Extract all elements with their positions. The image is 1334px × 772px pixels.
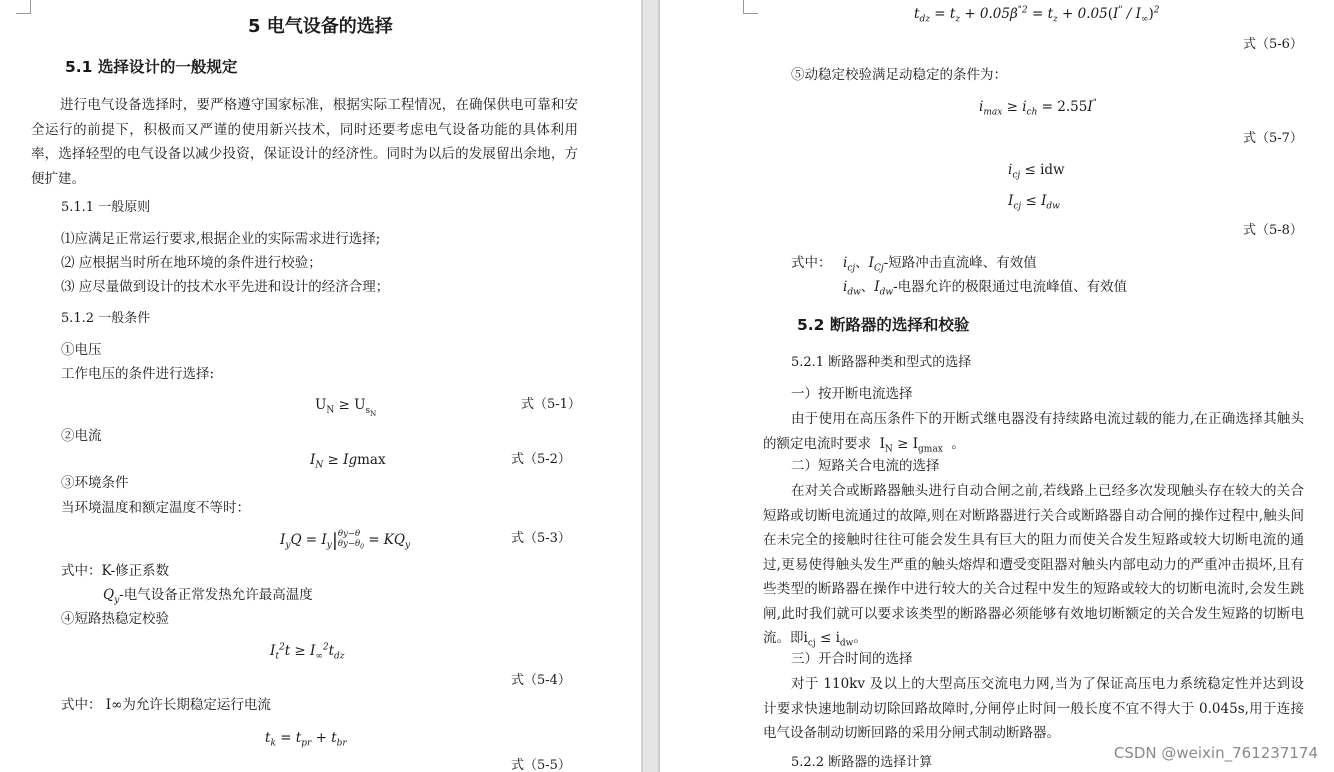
section-5-1-heading: 5.1 选择设计的一般规定 bbox=[65, 58, 238, 76]
equation-label: 式（5-5） bbox=[511, 758, 571, 772]
equation-5-4: $I_t^2t \ge I_\infty^2t_{dz}$ bbox=[270, 642, 345, 662]
principle-item: ⑵ 应根据当时所在地环境的条件进行校验； bbox=[61, 255, 322, 271]
subsection-5-1-2-heading: 5.1.2 一般条件 bbox=[61, 311, 151, 326]
subsection-5-2-1-heading: 5.2.1 断路器种类和型式的选择 bbox=[791, 355, 972, 370]
equation-5-2: $I_N \ge Igmax$ bbox=[310, 452, 386, 471]
equation-5-8-line1: $i_{cj}$ ≤ idw bbox=[1008, 162, 1065, 181]
intro-paragraph: 进行电气设备选择时，要严格遵守国家标准，根据实际工程情况，在确保供电可靠和安全运行的前提下，积极而又严谨的使用新兴技术，同时还要考虑电气设备功能的具体利用率，选择轻型的电气设备以减少投资，保证设计的经济性。同时为以后的发展留出余地，方便扩建。 bbox=[31, 97, 578, 187]
item1-paragraph: 由于使用在高压条件下的开断式继电器没有持续路电流过载的能力,在正确选择其触头的额定电流时要求 $I_N \ge I_{gmax}$ 。 bbox=[763, 411, 1304, 455]
equation-5-7: $i_{max} \ge i_{ch} = 2.55I^"$ bbox=[979, 98, 1097, 118]
dynamic-stability-heading: ⑤动稳定校验满足动稳定的条件为： bbox=[791, 67, 1007, 83]
equation-label: 式（5-1） bbox=[521, 397, 581, 412]
crop-mark bbox=[743, 0, 758, 14]
item3-paragraph: 对于 110kv 及以上的大型高压交流电力网,当为了保证高压电力系统稳定性并达到设计要求快速地制动切除回路故障时,分闸停止时间一般长度不宜不得大于 0.045s,用于连接电气设备制动切断回路的采用分闸式制动断路器。 bbox=[763, 676, 1304, 741]
watermark: CSDN @weixin_761237174 bbox=[1113, 744, 1318, 762]
item2-heading: 二）短路关合电流的选择 bbox=[791, 458, 940, 474]
equation-label: 式（5-2） bbox=[511, 452, 571, 467]
where-prefix: 式中： bbox=[791, 255, 832, 271]
voltage-heading: ①电压 bbox=[61, 342, 102, 358]
where-i-infinity: 式中： I∞为允许长期稳定运行电流 bbox=[61, 697, 271, 713]
equation-5-3: $I_yQ = I_y|$ θy−θ $\theta y-\theta_0$ = $KQ_y$ bbox=[280, 528, 411, 551]
where-qy: $Q_y-$电气设备正常发热允许最高温度 bbox=[103, 587, 313, 606]
item2-paragraph: 在对关合或断路器触头进行自动合闸之前,若线路上已经多次发现触头存在较大的关合短路或切断电流通过的故障,则在对断路器进行关合或断路器自动合闸的操作过程中,触头间在未完全的接触时往往可能会发生具有巨大的阻力而使关合发生短路或较大切断电流的通过,更易使得触头发生严重的触头熔焊和遭受变阻器对触头内部电动力的严重冲击损坏,且有些类型的断路器在操作中进行较大的关合过程中发生的短路或较大的切断电流时,会发生跳闸,此时我们就可以要求该类型的断路器必须能够有效地切断额定的关合发生短路的切断电流。即$i_{cj} \le i_{dw}$。 bbox=[763, 483, 1304, 649]
equation-5-1: $U_N \ge U_{s_N}$ bbox=[315, 397, 377, 418]
right-page bbox=[660, 0, 1334, 772]
principle-item: ⑶ 应尽量做到设计的技术水平先进和设计的经济合理； bbox=[61, 279, 390, 295]
equation-label: 式（5-7） bbox=[1243, 131, 1303, 146]
equation-5-6: $t_{dz} = t_z + 0.05\beta^{"2} = t_z + 0.05(I^" / I_\infty)^2$ bbox=[914, 5, 1160, 25]
short-circuit-thermal-heading: ④短路热稳定校验 bbox=[61, 611, 169, 627]
equation-label: 式（5-6） bbox=[1243, 37, 1303, 52]
voltage-text: 工作电压的条件进行选择: bbox=[61, 366, 215, 382]
chapter-title: 5 电气设备的选择 bbox=[248, 16, 393, 37]
principle-item: ⑴应满足正常运行要求,根据企业的实际需求进行选择; bbox=[61, 231, 381, 247]
where-idw: $i_{dw}$、$I_{dw}-$电器允许的极限通过电流峰值、有效值 bbox=[843, 279, 1128, 298]
equation-label: 式（5-8） bbox=[1243, 223, 1303, 238]
equation-5-5: $t_k = t_{pr} + t_{br}$ bbox=[265, 730, 347, 749]
where-icj: $i_{cj}$、$I_{Cj}-$短路冲击直流峰、有效值 bbox=[843, 255, 1037, 274]
equation-label: 式（5-3） bbox=[511, 531, 571, 546]
item3-heading: 三）开合时间的选择 bbox=[791, 651, 913, 667]
crop-mark bbox=[16, 0, 31, 14]
current-heading: ②电流 bbox=[61, 428, 102, 444]
where-k: 式中：K-修正系数 bbox=[61, 563, 170, 579]
page-gutter bbox=[641, 0, 660, 772]
subsection-5-1-1-heading: 5.1.1 一般原则 bbox=[61, 200, 151, 215]
equation-5-8-line2: $I_{cj} \le I_{dw}$ bbox=[1008, 193, 1060, 212]
subsection-5-2-2-heading: 5.2.2 断路器的选择计算 bbox=[791, 755, 933, 770]
left-page bbox=[0, 0, 641, 772]
equation-label: 式（5-4） bbox=[511, 673, 571, 688]
section-5-2-heading: 5.2 断路器的选择和校验 bbox=[797, 316, 970, 334]
environment-heading: ③环境条件 bbox=[61, 475, 129, 491]
item1-heading: 一）按开断电流选择 bbox=[791, 386, 913, 402]
environment-text: 当环境温度和额定温度不等时： bbox=[61, 500, 250, 516]
